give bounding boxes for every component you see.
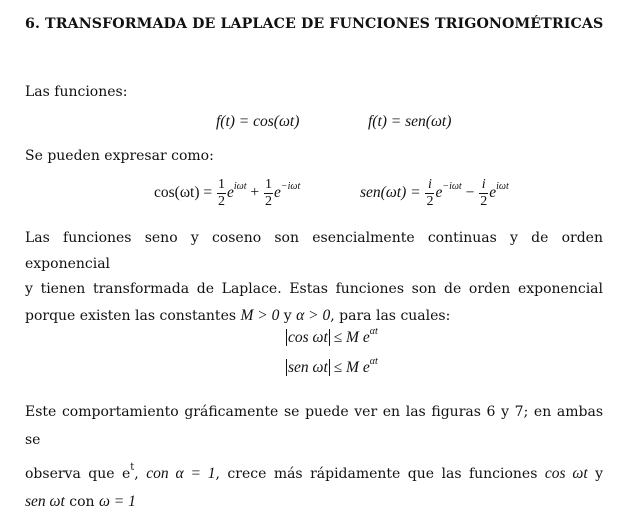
sen-fraction-1: $\frac{i}{2}$ xyxy=(426,177,434,209)
inequality-sen: sen ωt ≤ M $e^{\alpha t}$ xyxy=(288,356,378,376)
sen-lhs: sen(ωt) = xyxy=(360,184,425,202)
function-cos: f(t) = cos(ωt) xyxy=(216,113,300,130)
para2-line1: Este comportamiento gráficamente se puede ver en las figuras 6 y 7; en ambas se xyxy=(25,404,603,448)
para2-line3: sen ωt con ω = 1 xyxy=(25,493,136,510)
cos-exponent-1: iωt xyxy=(233,181,247,193)
cos-fraction-1: $\frac{1}{2}$ xyxy=(218,177,225,209)
cos-fraction-2: $\frac{1}{2}$ xyxy=(265,177,273,209)
paragraph-order-exponential xyxy=(25,226,603,329)
sen-exponent-2: iωt xyxy=(496,181,509,193)
sen-fraction-2: $\frac{i}{2}$ xyxy=(480,177,488,209)
paragraph-behavior xyxy=(25,398,603,516)
cos-euler-equation: cos(ωt) = $\frac{1}{2}$ $e^{i\omega t}$ + $\frac{1}{2}$ $e^{-i\omega t}$ xyxy=(154,177,301,209)
function-sen: f(t) = sen(ωt) xyxy=(368,113,452,130)
cos-exponent-2: −iωt xyxy=(280,181,301,193)
para2-line2: observa que $e^t$, con α = 1, crece más rápidamente que las funciones cos ωt y xyxy=(25,462,603,482)
sen-euler-equation: sen(ωt) = $\frac{i}{2}$ $e^{-i\omega t}$ − $\frac{i}{2}$ $e^{i\omega t}$ xyxy=(360,177,509,209)
intro-text: Las funciones: xyxy=(25,84,128,100)
para1-line2: y tienen transformada de Laplace. Estas funciones son de orden exponencial xyxy=(25,281,603,297)
express-text: Se pueden expresar como: xyxy=(25,148,214,164)
para1-line1: Las funciones seno y coseno son esencialmente continuas y de orden exponencial xyxy=(25,230,603,272)
cos-lhs: cos(ωt) = xyxy=(154,184,216,202)
inequality-cos: cos ωt ≤ M $e^{\alpha t}$ xyxy=(288,326,378,346)
para1-line3: porque existen las constantes M > 0 y α > 0, para las cuales: xyxy=(25,306,451,324)
sen-exponent-1: −iωt xyxy=(442,181,462,193)
section-heading: 6. TRANSFORMADA DE LAPLACE DE FUNCIONES TRIGONOMÉTRICAS xyxy=(25,16,604,32)
